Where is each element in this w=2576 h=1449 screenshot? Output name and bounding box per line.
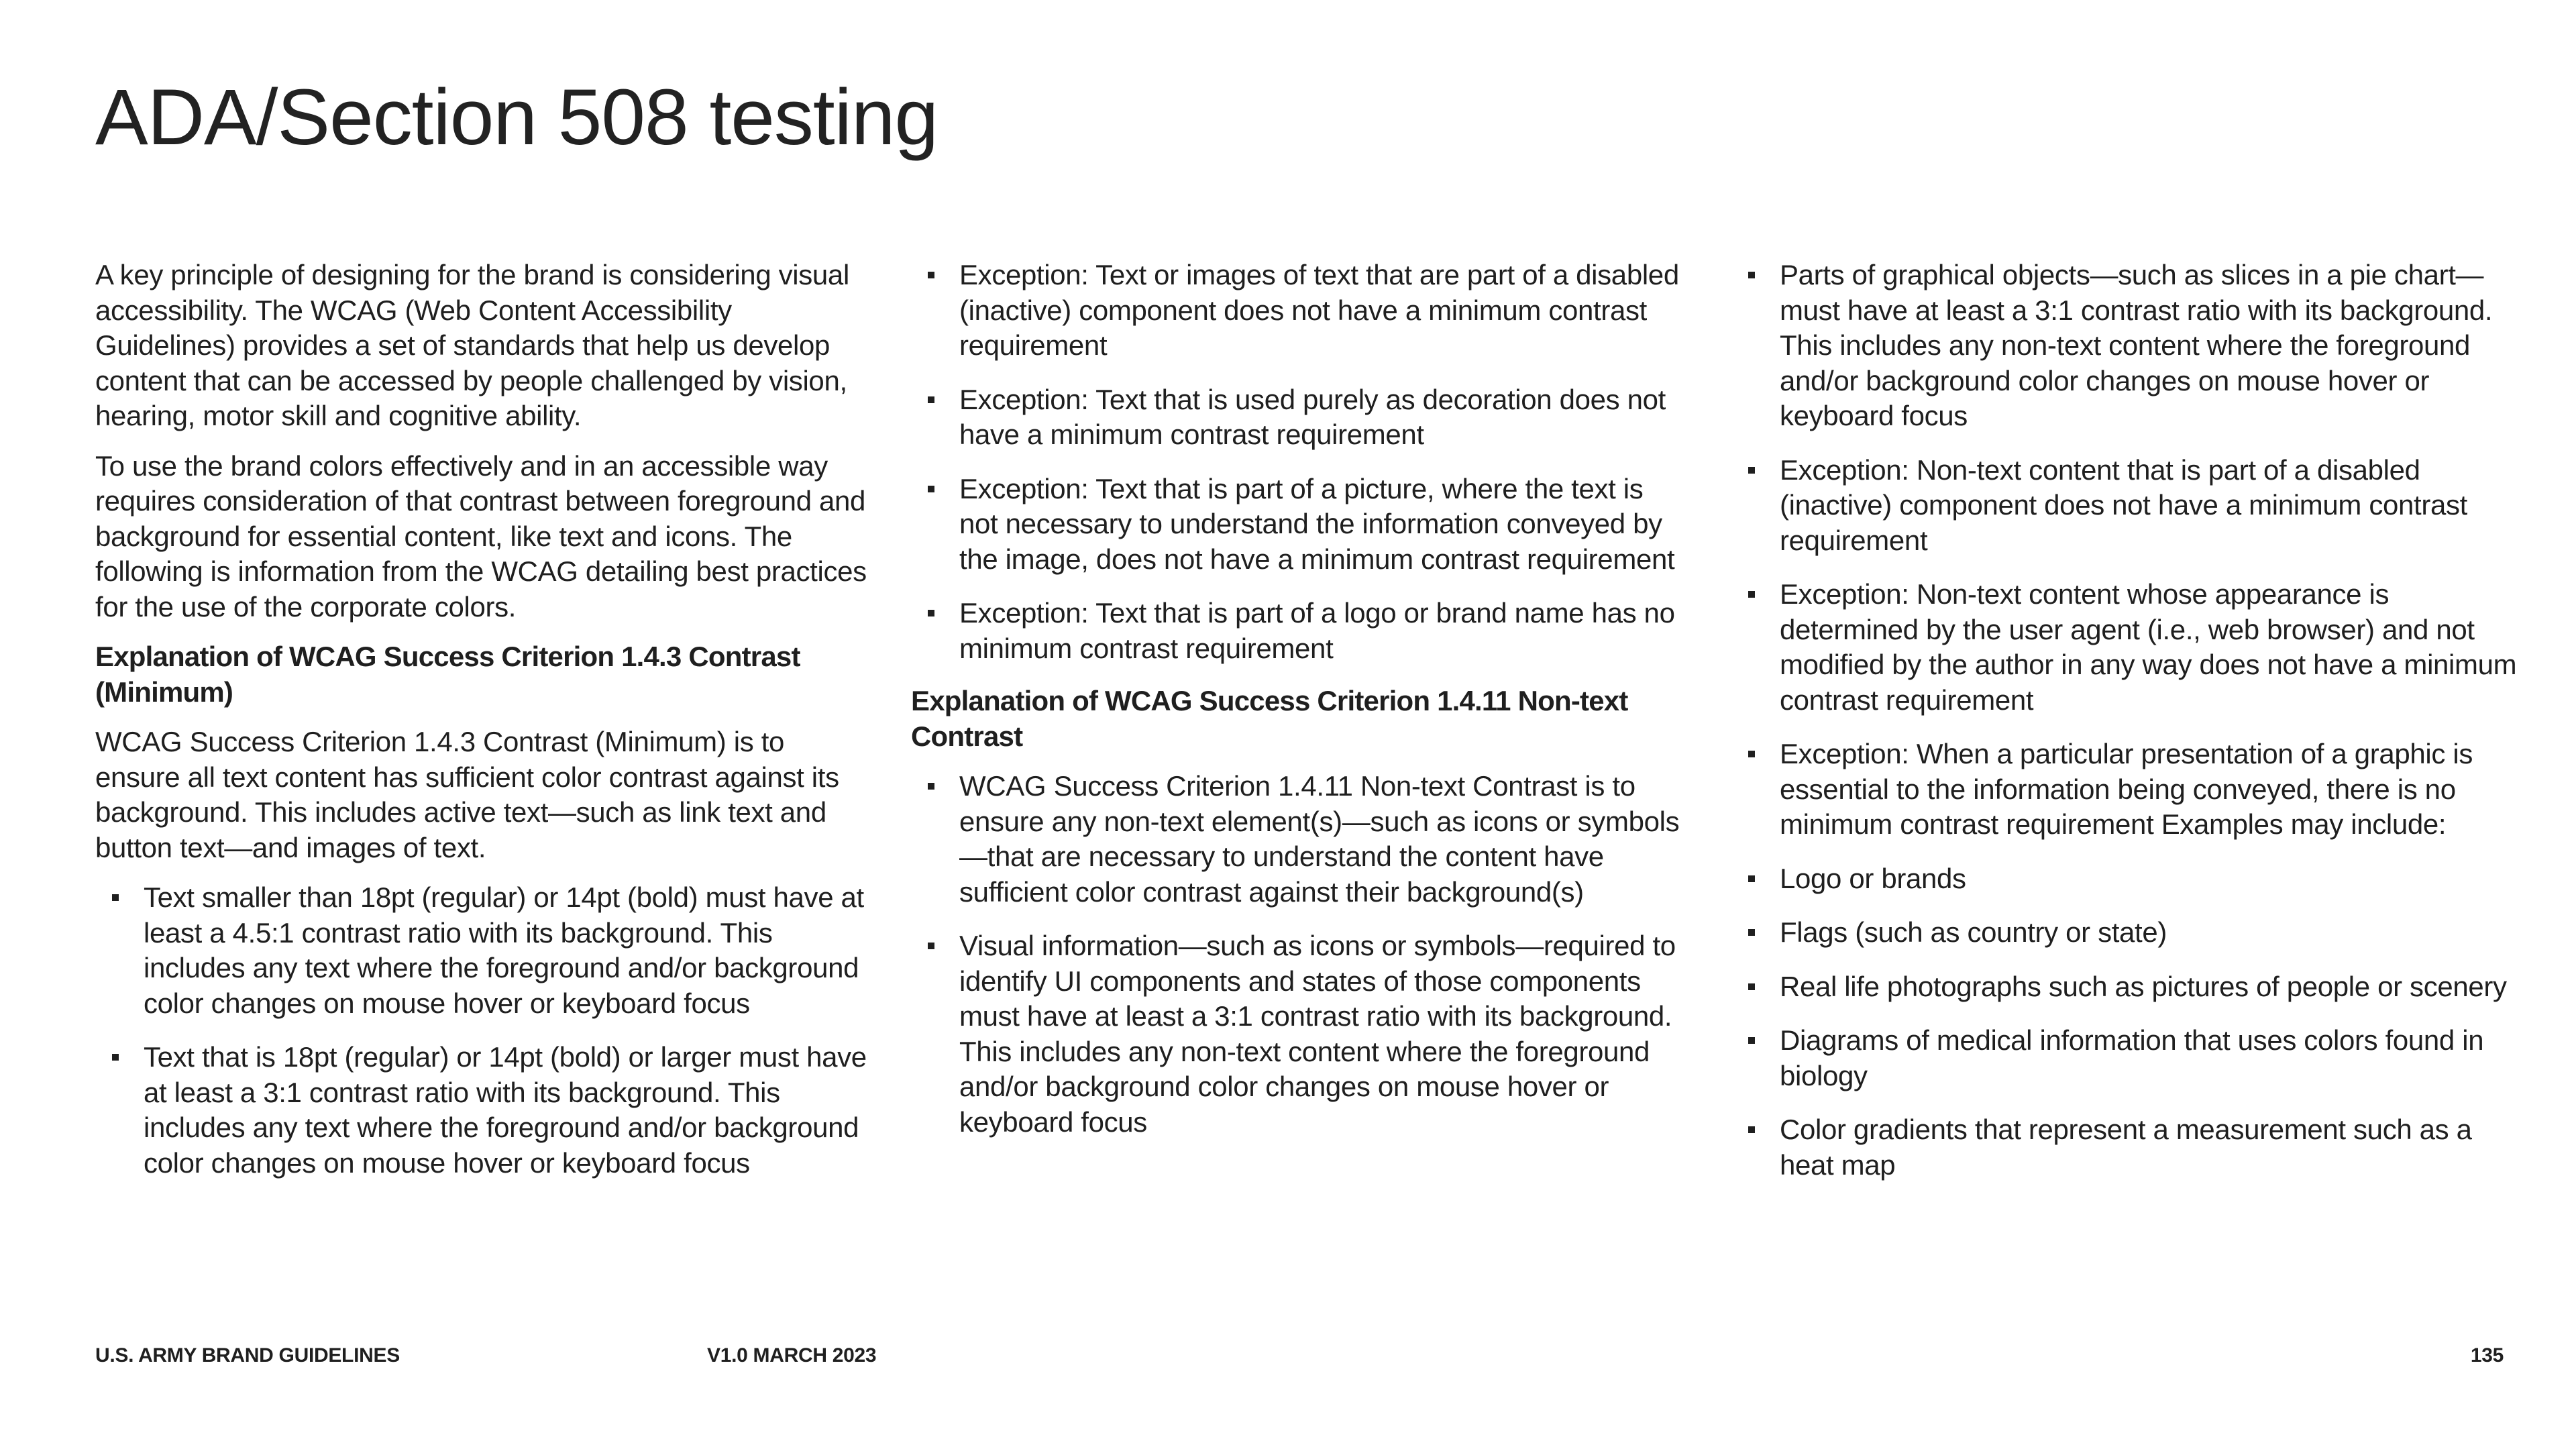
list-item-text: Diagrams of medical information that uses colors found in biology	[1780, 1024, 2484, 1091]
list-item	[911, 596, 1689, 666]
bullet-icon	[928, 486, 934, 492]
list-item	[95, 880, 873, 1021]
text-exceptions-list	[911, 258, 1689, 666]
list-item-text: Real life photographs such as pictures of people or scenery	[1780, 970, 2507, 1002]
bullet-icon	[928, 396, 934, 403]
list-item	[911, 472, 1689, 578]
list-item	[911, 928, 1689, 1140]
list-item	[911, 769, 1689, 910]
list-item-text: Text smaller than 18pt (regular) or 14pt (bold) must have at least a 4.5:1 contrast ratio with its background. This includes any text where the foreground and/or background color changes on mouse hover or keyboard focus	[144, 881, 864, 1019]
list-item-text: Logo or brands	[1780, 862, 1966, 894]
list-item-text: Exception: When a particular presentation of a graphic is essential to the information being conveyed, there is no minimum contrast requirement Examples may include:	[1780, 738, 2473, 840]
contrast-paragraph: To use the brand colors effectively and in an accessible way requires consideration of that contrast between foreground and background for essential content, like text and icons. The following is information from the WCAG detailing best practices for the use of the corporate colors.	[95, 449, 867, 623]
bullet-icon	[1748, 467, 1755, 474]
list-item-text: Visual information—such as icons or symbols—required to identify UI components and states of those components must have at least a 3:1 contrast ratio with its background. This includes any non-text content where the foreground and/or background color changes on mouse hover or keyboard focus	[959, 930, 1676, 1138]
bullet-icon	[1748, 591, 1755, 598]
criterion-1-4-11-list	[911, 769, 1689, 1140]
bullet-icon	[1748, 983, 1755, 990]
list-item	[1731, 577, 2523, 718]
list-item-text: Exception: Non-text content that is part of a disabled (inactive) component does not have a minimum contrast requirement	[1780, 453, 2467, 556]
footer-brand-label: U.S. ARMY BRAND GUIDELINES	[95, 1344, 400, 1366]
bullet-icon	[112, 894, 119, 901]
bullet-icon	[928, 272, 934, 278]
bullet-icon	[1748, 875, 1755, 882]
list-item	[911, 258, 1689, 364]
column-middle	[911, 258, 1689, 1157]
bullet-icon	[1748, 929, 1755, 936]
bullet-icon	[928, 943, 934, 949]
bullet-icon	[1748, 272, 1755, 278]
bullet-icon	[112, 1054, 119, 1061]
section-heading-1-4-11: Explanation of WCAG Success Criterion 1.4.11 Non-text Contrast	[911, 685, 1628, 752]
list-item-text: Text that is 18pt (regular) or 14pt (bold) or larger must have at least a 3:1 contrast ratio with its background. This includes any text where the foreground and/or background color changes on mouse hover or keyboard focus	[144, 1041, 867, 1179]
footer-version: V1.0 MARCH 2023	[707, 1344, 877, 1366]
criterion-1-4-3-paragraph: WCAG Success Criterion 1.4.3 Contrast (Minimum) is to ensure all text content has sufficient color contrast against its background. This includes active text—such as link text and button text—and images of text.	[95, 726, 839, 863]
list-item	[95, 1040, 873, 1181]
non-text-contrast-list	[1731, 258, 2523, 1183]
list-item-text: Parts of graphical objects—such as slices in a pie chart— must have at least a 3:1 contrast ratio with its background. This includes any non-text content where the foreground and/or background color changes on mouse hover or keyboard focus	[1780, 259, 2493, 431]
criterion-1-4-3-list	[95, 880, 873, 1181]
list-item	[1731, 453, 2523, 559]
intro-paragraph: A key principle of designing for the brand is considering visual accessibility. The WCAG (Web Content Accessibility Guidelines) provides a set of standards that help us develop content that can be accessed by people challenged by vision, hearing, motor skill and cognitive ability.	[95, 259, 849, 431]
list-item-text: Exception: Non-text content whose appearance is determined by the user agent (i.e., web browser) and not modified by the author in any way does not have a minimum contrast requirement	[1780, 578, 2517, 716]
bullet-icon	[1748, 1126, 1755, 1133]
list-item	[1731, 861, 2523, 897]
list-item-text: Exception: Text that is used purely as decoration does not have a minimum contrast requirement	[959, 383, 1666, 450]
column-right	[1731, 258, 2523, 1200]
list-item-text: Exception: Text that is part of a logo or brand name has no minimum contrast requirement	[959, 597, 1675, 664]
list-item	[1731, 258, 2523, 434]
list-item	[1731, 969, 2523, 1005]
list-item-text: Exception: Text that is part of a picture, where the text is not necessary to understand the information conveyed by the image, does not have a minimum contrast requirement	[959, 472, 1675, 575]
page-number: 135	[2470, 1344, 2504, 1366]
page-title: ADA/Section 508 testing	[95, 73, 938, 162]
list-item-text: Color gradients that represent a measurement such as a heat map	[1780, 1114, 2472, 1181]
section-heading-1-4-3: Explanation of WCAG Success Criterion 1.4.3 Contrast (Minimum)	[95, 641, 800, 708]
list-item	[1731, 1023, 2523, 1093]
column-left	[95, 258, 873, 1198]
list-item-text: Flags (such as country or state)	[1780, 916, 2167, 948]
bullet-icon	[928, 610, 934, 616]
list-item-text: WCAG Success Criterion 1.4.11 Non-text Contrast is to ensure any non-text element(s)—such as icons or symbols—that are necessary to understand the content have sufficient color contrast against their background(s)	[959, 770, 1680, 908]
bullet-icon	[1748, 1037, 1755, 1044]
list-item	[911, 382, 1689, 453]
list-item	[1731, 737, 2523, 843]
bullet-icon	[1748, 751, 1755, 757]
list-item-text: Exception: Text or images of text that are part of a disabled (inactive) component does not have a minimum contrast requirement	[959, 259, 1679, 361]
bullet-icon	[928, 783, 934, 790]
list-item	[1731, 1112, 2523, 1183]
list-item	[1731, 915, 2523, 951]
